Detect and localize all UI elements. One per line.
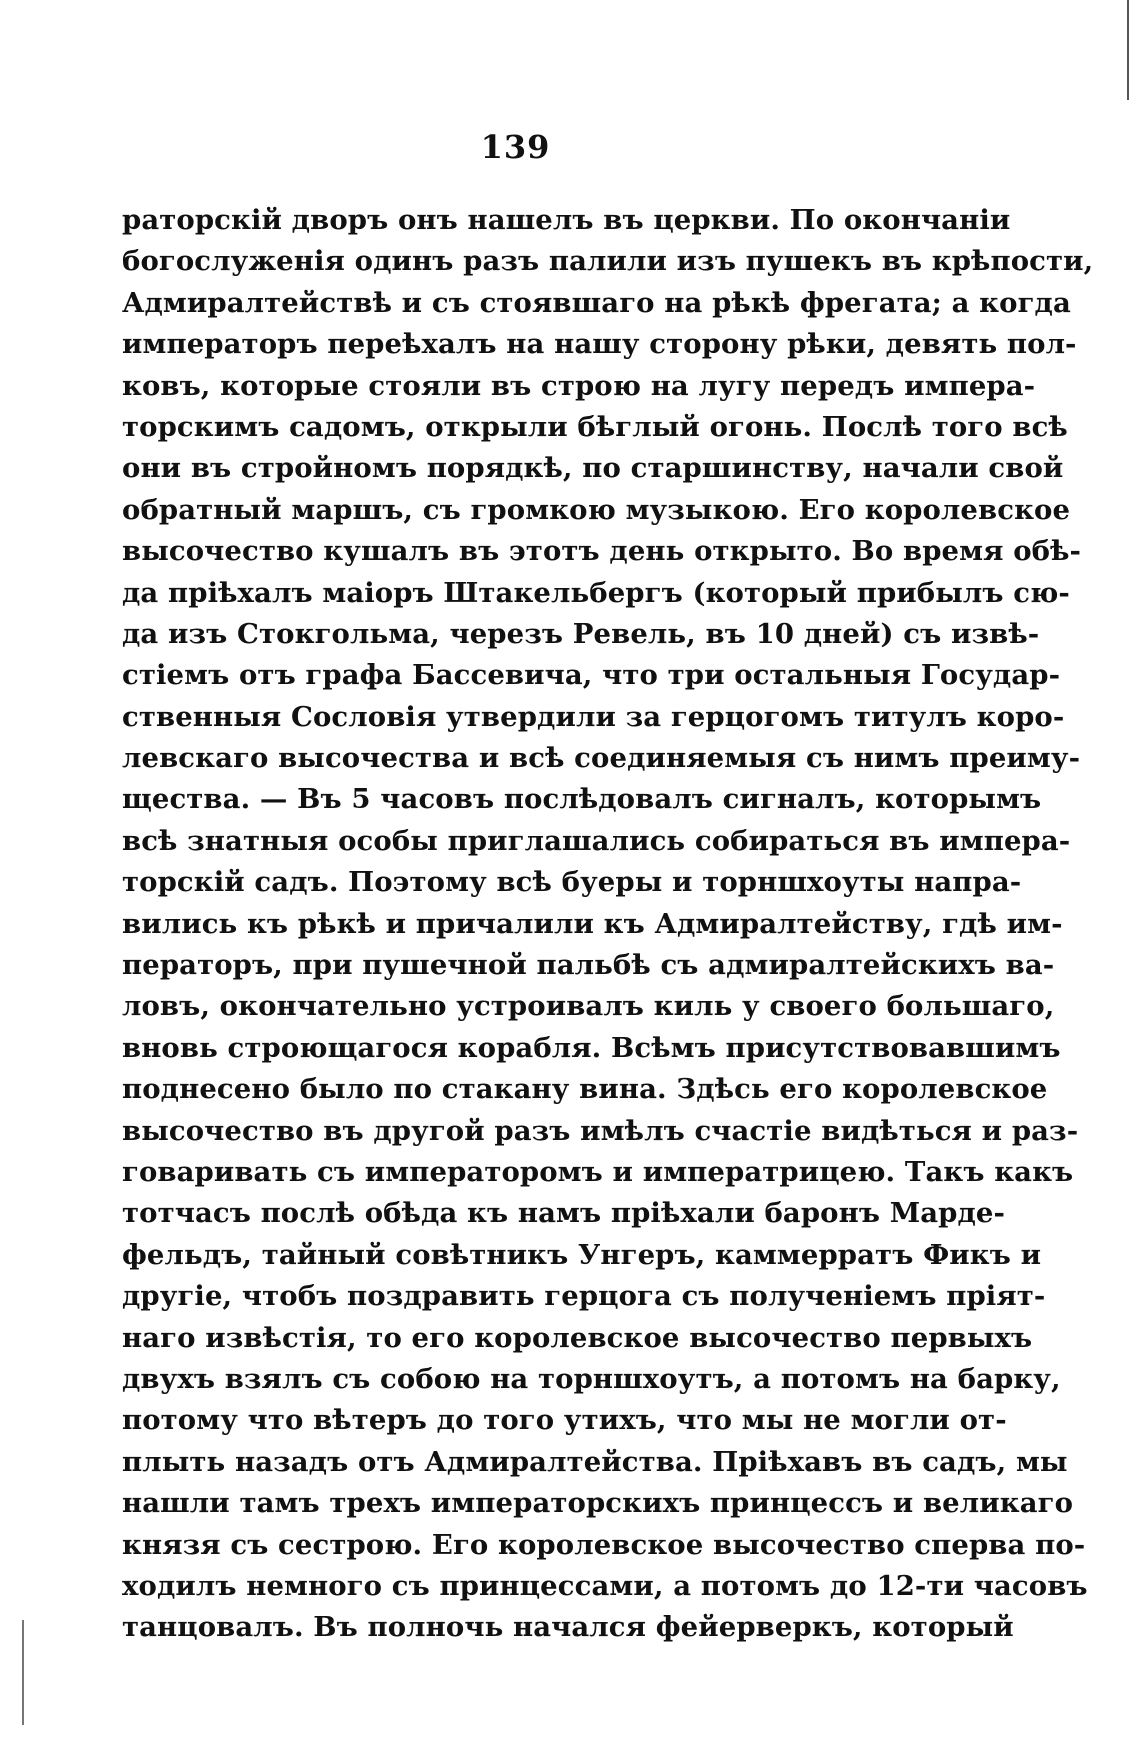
text-line: торскимъ садомъ, открыли бѣглый огонь. Послѣ того всѣ bbox=[122, 410, 1068, 443]
text-line: Адмиралтействѣ и съ стоявшаго на рѣкѣ фрегата; а когда bbox=[122, 286, 1071, 319]
text-line: они въ стройномъ порядкѣ, по старшинству, начали свой bbox=[122, 452, 1064, 485]
scan-edge-line-right bbox=[1127, 0, 1129, 100]
text-line: ловъ, окончательно устроивалъ киль у своего большаго, bbox=[122, 990, 1055, 1023]
text-line: да изъ Стокгольма, черезъ Ревель, въ 10 дней) съ извѣ- bbox=[122, 617, 1040, 650]
text-line: танцовалъ. Въ полночь начался фейерверкъ, который bbox=[122, 1611, 1014, 1644]
text-line: поднесено было по стакану вина. Здѣсь его королевское bbox=[122, 1073, 1048, 1106]
text-line: левскаго высочества и всѣ соединяемыя съ нимъ преиму- bbox=[122, 742, 1081, 775]
text-line: щества. — Въ 5 часовъ послѣдовалъ сигналъ, которымъ bbox=[122, 783, 1042, 816]
body-text bbox=[122, 200, 1094, 1649]
text-line: высочество въ другой разъ имѣлъ счастіе видѣться и раз- bbox=[122, 1114, 1079, 1147]
text-line: другіе, чтобъ поздравить герцога съ полученіемъ пріят- bbox=[122, 1280, 1046, 1313]
scan-edge-line-left bbox=[22, 1620, 24, 1725]
text-line: фельдъ, тайный совѣтникъ Унгеръ, каммерратъ Фикъ и bbox=[122, 1238, 1042, 1271]
text-line: да пріѣхалъ маіоръ Штакельбергъ (который прибылъ сю- bbox=[122, 576, 1070, 609]
text-line: торскій садъ. Поэтому всѣ буеры и торншхоуты напра- bbox=[122, 866, 1022, 899]
text-line: князя съ сестрою. Его королевское высочество сперва по- bbox=[122, 1528, 1086, 1561]
text-line: вились къ рѣкѣ и причалили къ Адмиралтейству, гдѣ им- bbox=[122, 907, 1063, 940]
text-line: стіемъ отъ графа Бассевича, что три остальныя Государ- bbox=[122, 659, 1061, 692]
text-line: императоръ переѣхалъ на нашу сторону рѣки, девять пол- bbox=[122, 328, 1077, 361]
text-line: обратный маршъ, съ громкою музыкою. Его королевское bbox=[122, 493, 1071, 526]
text-line: потому что вѣтеръ до того утихъ, что мы не могли от- bbox=[122, 1404, 1007, 1437]
text-line: плыть назадъ отъ Адмиралтейства. Пріѣхавъ въ садъ, мы bbox=[122, 1445, 1068, 1478]
text-line: ператоръ, при пушечной пальбѣ съ адмиралтейскихъ ва- bbox=[122, 949, 1055, 982]
text-line: высочество кушалъ въ этотъ день открыто. Во время обѣ- bbox=[122, 535, 1082, 568]
text-line: нашли тамъ трехъ императорскихъ принцессъ и великаго bbox=[122, 1487, 1074, 1520]
text-line: ходилъ немного съ принцессами, а потомъ до 12-ти часовъ bbox=[122, 1569, 1088, 1602]
text-line: ковъ, которые стояли въ строю на лугу передъ импера- bbox=[122, 369, 1036, 402]
text-line: ственныя Сословія утвердили за герцогомъ титулъ коро- bbox=[122, 700, 1065, 733]
text-line: двухъ взялъ съ собою на торншхоутъ, а потомъ на барку, bbox=[122, 1362, 1061, 1395]
text-line: наго извѣстія, то его королевское высочество первыхъ bbox=[122, 1321, 1033, 1354]
page-number: 139 bbox=[480, 128, 551, 166]
text-line: богослуженія одинъ разъ палили изъ пушекъ въ крѣпости, bbox=[122, 245, 1094, 278]
text-line: тотчасъ послѣ обѣда къ намъ пріѣхали баронъ Марде- bbox=[122, 1197, 1006, 1230]
text-line: всѣ знатныя особы приглашались собираться въ импера- bbox=[122, 824, 1071, 857]
text-line: вновь строющагося корабля. Всѣмъ присутствовавшимъ bbox=[122, 1031, 1061, 1064]
text-line: говаривать съ императоромъ и императрицею. Такъ какъ bbox=[122, 1155, 1074, 1188]
text-line: раторскій дворъ онъ нашелъ въ церкви. По окончаніи bbox=[122, 204, 1011, 236]
